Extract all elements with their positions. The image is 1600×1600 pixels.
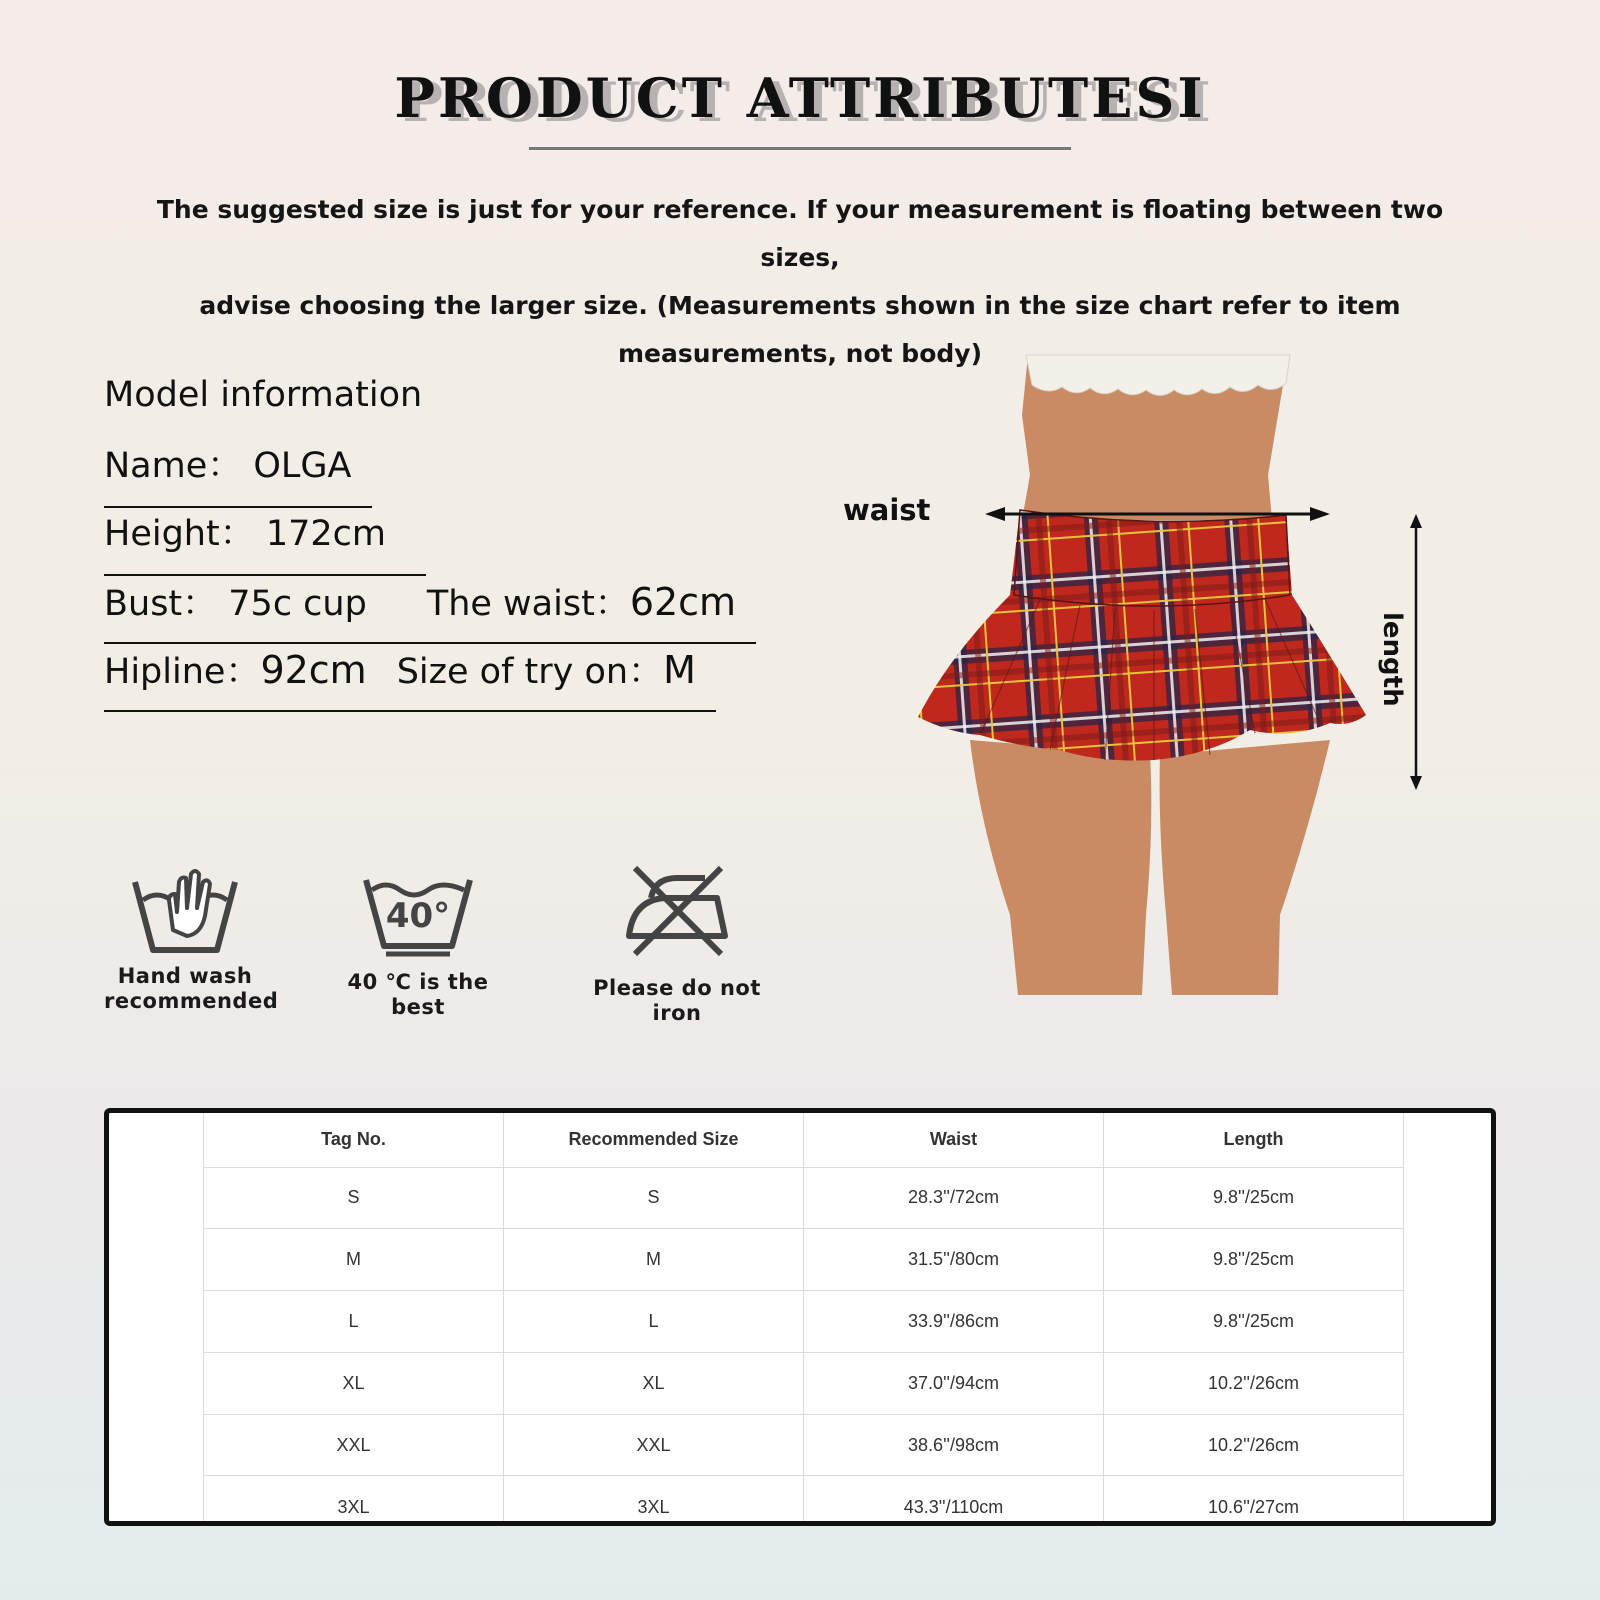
cell-waist: 28.3''/72cm [804,1167,1104,1229]
hand-wash-label-1: Hand wash [117,964,253,988]
model-bust-waist [104,576,756,644]
cell-length: 9.8''/25cm [1104,1291,1404,1353]
cell-length: 9.8''/25cm [1104,1229,1404,1291]
header-length: Length [1104,1113,1404,1167]
hand-wash-label-2: recommended [104,989,279,1013]
model-tryon-label: Size of try on： [396,652,664,692]
cell-length: 10.6''/27cm [1104,1476,1404,1526]
model-height: Height： 172cm [104,508,426,576]
length-arrow [1406,514,1426,790]
cell-tag: XXL [204,1414,504,1476]
table-row [204,1229,1404,1291]
cell-size: S [504,1167,804,1229]
title-block [0,66,1600,130]
header-tag-no: Tag No. [204,1113,504,1167]
cell-tag: S [204,1167,504,1229]
title-divider [529,147,1071,150]
model-bust: Bust： 75c cup [104,584,367,624]
cell-waist: 43.3''/110cm [804,1476,1104,1526]
cell-size: XL [504,1352,804,1414]
cell-length: 10.2''/26cm [1104,1352,1404,1414]
no-iron-label: Please do not iron [593,976,761,1025]
hand-wash-icon [129,860,241,960]
waist-label: waist [843,493,931,527]
model-hip-label: Hipline： [104,652,261,692]
wash-temp-text: 40° [385,896,451,936]
table-row [204,1167,1404,1229]
skirt-waistband [1014,510,1290,606]
model-name: Name： OLGA [104,440,372,508]
table-header-row [204,1113,1404,1167]
cell-length: 9.8''/25cm [1104,1167,1404,1229]
cell-waist: 37.0''/94cm [804,1352,1104,1414]
cell-size: L [504,1291,804,1353]
crochet-top [1026,355,1290,396]
header-recommended-size: Recommended Size [504,1113,804,1167]
product-photo [910,355,1390,995]
temp-label: 40 ℃ is the best [347,970,489,1019]
model-hip-tryon [104,644,716,712]
table-row [204,1352,1404,1414]
model-waist-label: The waist： [426,584,630,624]
cell-waist: 38.6''/98cm [804,1414,1104,1476]
cell-tag: 3XL [204,1476,504,1526]
care-hand-wash [104,860,279,1014]
length-label: length [1377,612,1407,707]
disclaimer-line-3: measurements, not body) [618,339,982,368]
table-row [204,1414,1404,1476]
table-row [204,1476,1404,1526]
cell-size: XXL [504,1414,804,1476]
model-waist-value: 62cm [629,580,737,624]
size-table [203,1113,1404,1526]
cell-tag: XL [204,1352,504,1414]
cell-waist: 33.9''/86cm [804,1291,1104,1353]
cell-tag: L [204,1291,504,1353]
care-temperature [326,860,510,1020]
size-disclaimer [120,186,1480,378]
page-title: PRODUCT ATTRIBUTESI [394,66,1206,130]
header-waist: Waist [804,1113,1104,1167]
model-heading: Model information [104,375,423,415]
cell-size: 3XL [504,1476,804,1526]
model-tryon-value: M [663,648,696,692]
cell-tag: M [204,1229,504,1291]
cell-length: 10.2''/26cm [1104,1414,1404,1476]
left-leg [970,740,1151,995]
cell-waist: 31.5''/80cm [804,1229,1104,1291]
model-hip-value: 92cm [260,648,367,692]
disclaimer-line-1: The suggested size is just for your reference. If your measurement is floating between two sizes, [156,195,1444,272]
care-no-iron [570,860,784,1026]
no-iron-icon [621,860,733,960]
right-leg [1160,740,1330,995]
waist-arrow [985,504,1330,524]
model-information [104,370,756,712]
cell-size: M [504,1229,804,1291]
disclaimer-line-2: advise choosing the larger size. (Measurements shown in the size chart refer to item [199,291,1401,320]
size-chart [104,1108,1496,1526]
table-row [204,1291,1404,1353]
